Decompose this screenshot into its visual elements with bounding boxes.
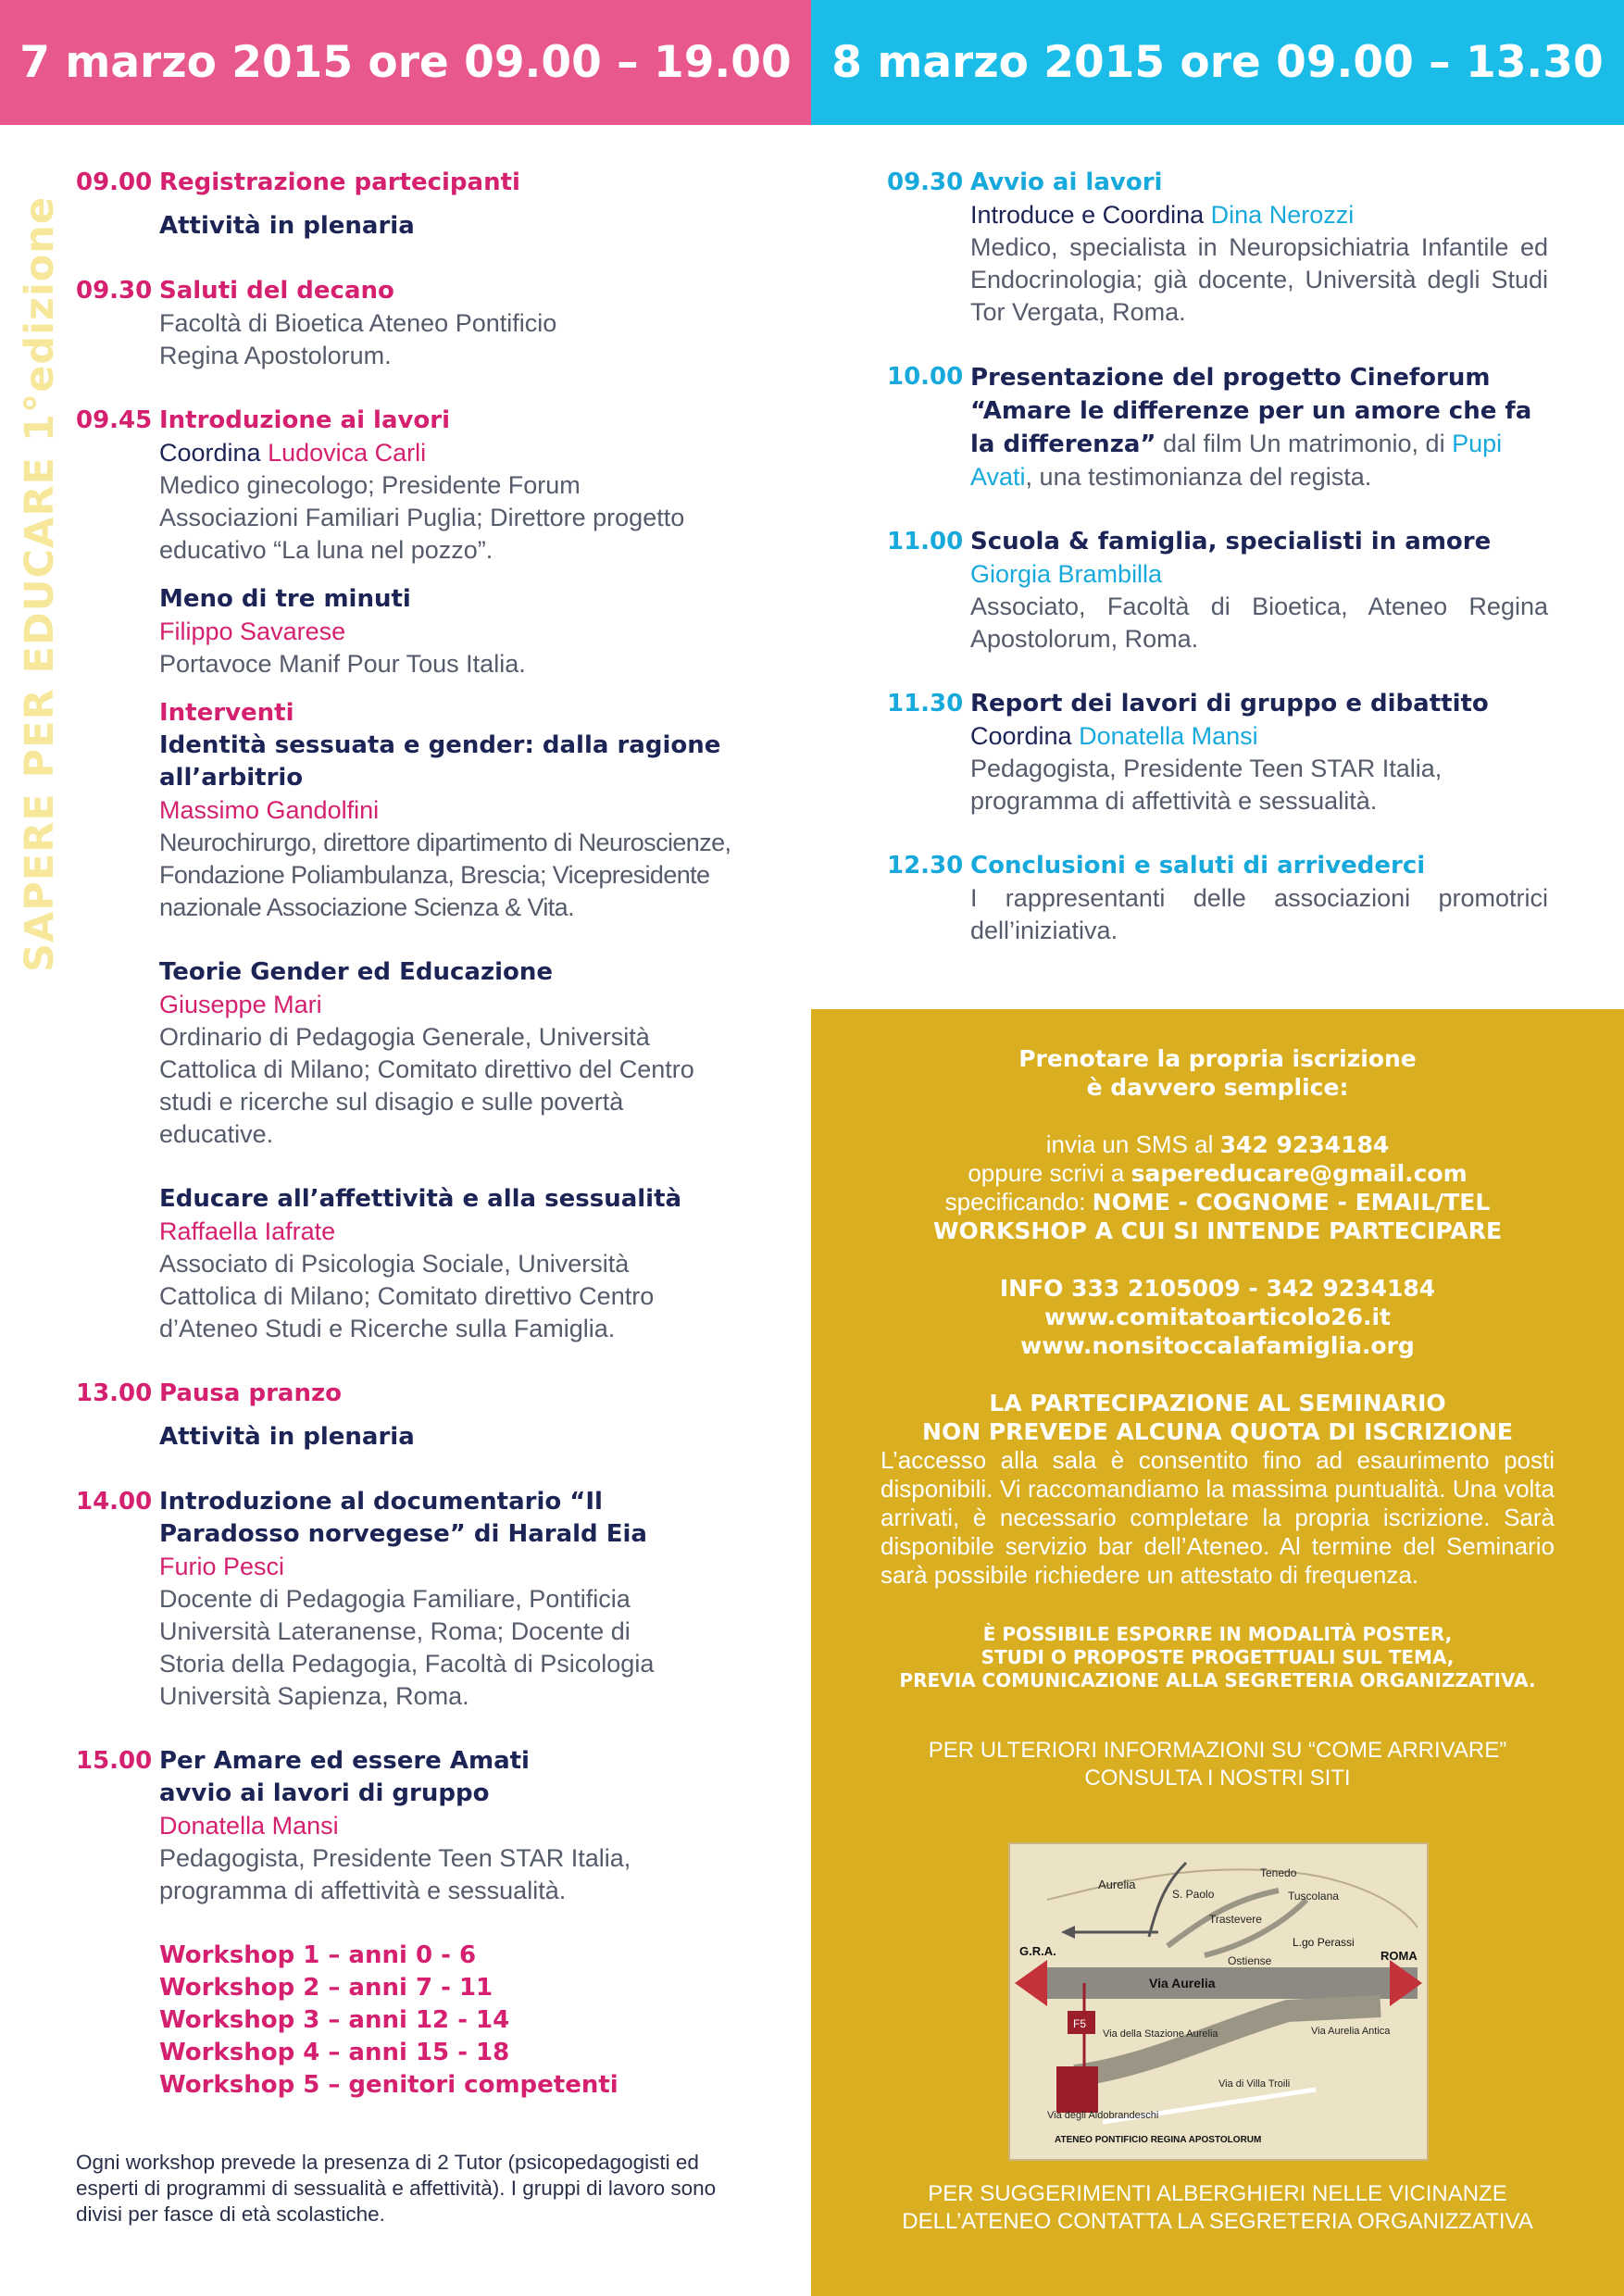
item-description: I rappresentanti delle associazioni promotrici dell’iniziativa. [970,884,1548,944]
coord-label: Introduce e Coordina [970,201,1211,229]
day1-program [76,167,761,2134]
map-label: Tenedo [1260,1866,1297,1879]
map-label: Via di Villa Troili [1218,2078,1291,2090]
item-time: 11.30 [887,690,964,718]
speaker-description: Ordinario di Pedagogia Generale, Università Cattolica di Milano; Comitato direttivo del Centro studi e ricerche sul disagio e sulle povertà educative. [159,1023,694,1148]
speaker-name: Giorgia Brambilla [970,560,1163,588]
speaker-description: Docente di Pedagogia Familiare, Pontificia Università Lateranense, Roma; Docente di Storia della Pedagogia, Facoltà di Psicologia Università Sapienza, Roma. [159,1585,655,1710]
item-time: 13.00 [76,1379,153,1407]
coord-label: Coordina [970,722,1080,750]
speaker-description: Medico, specialista in Neuropsichiatria Infantile ed Endocrinologia; già docente, Università degli Studi Tor Vergata, Roma. [970,233,1548,326]
speaker-name: Ludovica Carli [268,439,427,467]
workshop-item: Workshop 5 – genitori competenti [159,2071,618,2099]
item-title: Presentazione del progetto Cineforum “Amare le differenze per un amore che fa la differenza” [970,364,1532,458]
program-item-greetings [76,275,761,372]
speaker-description: Neurochirurgo, direttore dipartimento di Neuroscienze, Fondazione Poliambulanza, Brescia; Vicepresidente nazionale Associazione Scienza & Vita. [159,829,731,921]
map-drawing [1010,1844,1427,2159]
speaker-name: Giuseppe Mari [159,991,322,1018]
item-title: Registrazione partecipanti [159,168,520,196]
map-label: Aurelia [1098,1878,1136,1891]
sms-number[interactable]: 342 9234184 [1219,1131,1390,1158]
website-link-1[interactable]: www.comitatoarticolo26.it [1043,1304,1391,1330]
map-label: L.go Perassi [1293,1936,1355,1949]
map-label: Via della Stazione Aurelia [1103,2028,1218,2040]
spec-line-2: WORKSHOP A CUI SI INTENDE PARTECIPARE [932,1217,1503,1244]
access-paragraph: L’accesso alla sala è consentito fino ad esaurimento posti disponibili. Vi raccomandiamo la massima puntualità. Una volta arrivati, è necessario completare la propria iscrizione. Sarà disponibile servizio bar dell’Ateneo. Al termine del Seminario sarà possibile richiedere un attestato di frequenza. [881,1446,1555,1589]
program-item-registration [76,167,761,243]
hotel-info-2: DELL’ATENEO CONTATTA LA SEGRETERIA ORGANIZZATIVA [902,2209,1533,2234]
arrive-info-2: CONSULTA I NOSTRI SITI [1084,1766,1351,1791]
item-title: Pausa pranzo [159,1379,342,1407]
poster-line-3: PREVIA COMUNICAZIONE ALLA SEGRETERIA ORGANIZZATIVA. [899,1669,1536,1691]
item-title: Introduzione al documentario “Il Paradosso norvegese” di Harald Eia [159,1488,647,1548]
speaker-description: Portavoce Manif Pour Tous Italia. [159,650,526,678]
item-time: 09.30 [76,277,153,305]
item-time: 09.45 [76,406,153,434]
session-title: Meno di tre minuti [159,585,411,613]
workshop-item: Workshop 4 – anni 15 - 18 [159,2039,510,2066]
location-map[interactable] [1008,1842,1429,2161]
item-time: 12.30 [887,852,964,880]
poster-line-2: STUDI O PROPOSTE PROGETTUALI SUL TEMA, [981,1646,1455,1668]
day2-header [811,0,1624,125]
program-item-school-family [887,526,1548,655]
speaker-name: Donatella Mansi [1079,722,1258,750]
program-item-conclusions [887,850,1548,947]
coord-label: Coordina [159,439,269,467]
participation-subtitle: NON PREVEDE ALCUNA QUOTA DI ISCRIZIONE [922,1418,1513,1445]
email-link[interactable]: sapereducare@gmail.com [1131,1160,1468,1187]
workshop-item: Workshop 2 – anni 7 - 11 [159,1974,493,2002]
plenary-label: Attività in plenaria [159,212,415,240]
speaker-description: Medico ginecologo; Presidente Forum Associazioni Familiari Puglia; Direttore progetto educativo “La luna nel pozzo”. [159,471,685,564]
item-title: Report dei lavori di gruppo e dibattito [970,690,1489,718]
workshop-note: Ogni workshop prevede la presenza di 2 Tutor (psicopedagogisti ed esperti di programmi di sessualità e affettività). I gruppi di lavoro sono divisi per fasce di età scolastiche. [76,2151,717,2226]
event-vertical-title: SAPERE PER EDUCARE 1°edizione [17,195,63,972]
speaker-name: Furio Pesci [159,1553,285,1580]
map-label: ROMA [1380,1949,1418,1963]
item-time: 11.00 [887,528,964,555]
map-label: Via degli Aldobrandeschi [1047,2110,1159,2121]
sms-line: invia un SMS al 342 9234184 [1045,1130,1390,1158]
speaker-name: Raffaella Iafrate [159,1217,336,1245]
item-text-end: , una testimonianza del regista. [1025,463,1372,491]
item-time: 09.00 [76,168,153,196]
interventi-label: Interventi [159,699,294,727]
booking-title: Prenotare la propria iscrizione [1018,1045,1417,1072]
program-item-lunch [76,1378,761,1454]
booking-subtitle: è davvero semplice: [1086,1074,1349,1101]
item-title: Scuola & famiglia, specialisti in amore [970,528,1492,555]
speaker-description: Associato, Facoltà di Bioetica, Ateneo Regina Apostolorum, Roma. [970,593,1548,653]
map-label: Via Aurelia [1149,1976,1216,1990]
day1-header [0,0,811,125]
program-item-report [887,688,1548,817]
item-title: Conclusioni e saluti di arrivederci [970,852,1426,880]
plenary-label: Attività in plenaria [159,1423,415,1451]
workshop-item: Workshop 1 – anni 0 - 6 [159,1941,477,1969]
website-link-2[interactable]: www.nonsitoccalafamiglia.org [1020,1332,1415,1359]
day2-header-text: 8 marzo 2015 ore 09.00 – 13.30 [831,37,1604,88]
day2-program [887,167,1548,980]
program-item-documentary [76,1486,761,1713]
arrive-info-1: PER ULTERIORI INFORMAZIONI SU “COME ARRIVARE” [928,1738,1507,1763]
hotel-info-1: PER SUGGERIMENTI ALBERGHIERI NELLE VICINANZE [928,2181,1507,2206]
item-title: Per Amare ed essere Amati [159,1747,530,1775]
item-time: 15.00 [76,1747,153,1775]
item-text: dal film Un matrimonio, di [1156,430,1453,457]
day1-header-text: 7 marzo 2015 ore 09.00 – 19.00 [19,37,792,88]
director-name: Pupi Avati [970,430,1503,491]
speaker-description: Pedagogista, Presidente Teen STAR Italia, programma di affettività e sessualità. [970,755,1443,815]
poster-line-1: È POSSIBILE ESPORRE IN MODALITÀ POSTER, [982,1623,1453,1645]
speaker-name: Filippo Savarese [159,618,346,645]
map-label: S. Paolo [1172,1888,1215,1901]
program-item-workgroups [76,1745,761,2102]
program-item-cineforum [887,361,1548,493]
map-label: Tuscolana [1288,1890,1339,1903]
item-time: 09.30 [887,168,964,196]
talk-title: Educare all’affettività e alla sessualità [159,1185,682,1213]
item-subtitle: avvio ai lavori di gruppo [159,1779,490,1807]
mail-line: oppure scrivi a sapereducare@gmail.com [968,1159,1468,1187]
item-title: Avvio ai lavori [970,168,1163,196]
map-label: G.R.A. [1019,1944,1056,1958]
map-label: ATENEO PONTIFICIO REGINA APOSTOLORUM [1055,2135,1262,2145]
spec-fields: NOME - COGNOME - EMAIL/TEL [1092,1189,1491,1216]
item-description: Facoltà di Bioetica Ateneo Pontificio Regina Apostolorum. [159,309,557,369]
booking-info-box [811,1009,1624,2296]
map-label: Ostiense [1228,1954,1272,1967]
program-item-opening [887,167,1548,329]
item-title: Introduzione ai lavori [159,406,451,434]
map-label: F5 [1073,2017,1087,2030]
map-label: Via Aurelia Antica [1311,2026,1391,2037]
talk-title: Identità sessuata e gender: dalla ragione all’arbitrio [159,731,721,792]
item-time: 14.00 [76,1488,153,1516]
participation-title: LA PARTECIPAZIONE AL SEMINARIO [989,1390,1446,1416]
program-item-introduction [76,405,761,1345]
speaker-description: Pedagogista, Presidente Teen STAR Italia, programma di affettività e sessualità. [159,1844,631,1904]
speaker-name: Donatella Mansi [159,1812,339,1840]
speaker-name: Dina Nerozzi [1210,201,1355,229]
speaker-description: Associato di Psicologia Sociale, Università Cattolica di Milano; Comitato direttivo Centro d’Ateneo Studi e Ricerche sulla Famiglia. [159,1250,655,1342]
item-time: 10.00 [887,363,964,391]
item-title: Saluti del decano [159,277,394,305]
workshop-item: Workshop 3 – anni 12 - 14 [159,2006,510,2034]
talk-title: Teorie Gender ed Educazione [159,958,553,986]
map-label: Trastevere [1209,1913,1262,1926]
spec-line: specificando: NOME - COGNOME - EMAIL/TEL [944,1188,1491,1216]
speaker-name: Massimo Gandolfini [159,796,380,824]
info-phones: INFO 333 2105009 - 342 9234184 [999,1275,1436,1302]
